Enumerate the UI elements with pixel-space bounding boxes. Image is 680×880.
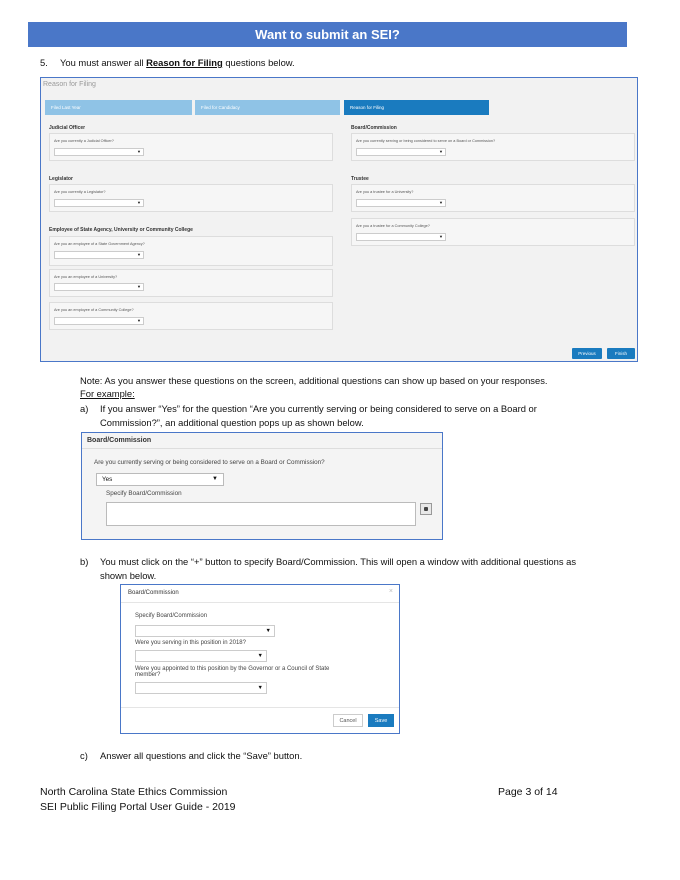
tab-filed-last-year[interactable]: Filed Last Year [45,100,192,115]
appointed-question-line2: member? [135,672,161,678]
reason-for-filing-emphasis: Reason for Filing [146,57,223,68]
board-answer-select[interactable] [96,473,224,486]
step-5-number: 5. [40,57,48,68]
previous-button[interactable]: Previous [572,348,602,359]
chevron-down-icon: ▼ [137,200,141,205]
chevron-down-icon: ▼ [439,234,443,239]
tab-filed-for-candidacy[interactable]: Filed for Candidacy [195,100,340,115]
serving-question: Were you serving in this position in 2018? [135,640,246,646]
trustee-university-box [351,184,635,212]
chevron-down-icon: ▼ [212,476,218,482]
trustee-university-select[interactable] [356,199,446,207]
for-example-label: For example: [80,388,135,399]
chevron-down-icon: ▼ [257,653,263,659]
board-commission-yes-screenshot [81,432,443,540]
board-select[interactable] [356,148,446,156]
specify-board-field[interactable] [106,502,416,526]
step-5-text [60,57,295,69]
legislator-question-box [49,184,333,212]
item-a-label: a) [80,403,89,414]
judicial-select[interactable] [54,148,144,156]
specify-label: Specify Board/Commission [106,490,182,497]
footer-org: North Carolina State Ethics Commission [40,786,228,798]
divider [121,707,399,708]
note-text: Note: As you answer these questions on the screen, additional questions can show up based on your responses. [80,375,548,386]
chevron-down-icon: ▼ [137,318,141,323]
board-answer-value: Yes [102,476,113,483]
appointed-select[interactable] [135,682,267,694]
employee-college-question: Are you an employee of a Community College? [54,308,134,312]
item-c-label: c) [80,750,88,761]
step-5-suffix: questions below. [222,57,295,68]
panel-title: Board/Commission [87,437,152,444]
employee-college-box [49,302,333,330]
trustee-university-question: Are you a trustee for a University? [356,190,414,194]
chevron-down-icon: ▼ [439,149,443,154]
chevron-down-icon: ▼ [265,628,271,634]
board-commission-dialog-screenshot [120,584,400,734]
divider [82,448,442,449]
section-banner: Want to submit an SEI? [28,22,627,47]
board-question: Are you currently serving or being considered to serve on a Board or Commission? [356,139,496,143]
chevron-down-icon: ▼ [137,149,141,154]
board-commission-heading: Board/Commission [351,125,397,131]
serving-select[interactable] [135,650,267,662]
specify-select[interactable] [135,625,275,637]
trustee-college-select[interactable] [356,233,446,241]
divider [121,602,399,603]
trustee-college-question: Are you a trustee for a Community College? [356,224,430,228]
plus-icon [424,507,428,511]
specify-question: Specify Board/Commission [135,613,208,619]
reason-for-filing-screenshot [40,77,638,362]
chevron-down-icon: ▼ [257,685,263,691]
employee-agency-box [49,236,333,266]
judicial-officer-heading: Judicial Officer [49,125,86,131]
footer-guide: SEI Public Filing Portal User Guide - 2019 [40,801,236,813]
item-a-line2: Commission?”, an additional question pops up as shown below. [100,417,364,428]
close-icon[interactable]: × [388,588,393,595]
item-b-label: b) [80,556,89,567]
chevron-down-icon: ▼ [137,252,141,257]
item-b-line2: shown below. [100,570,157,581]
legislator-heading: Legislator [49,176,73,182]
employee-heading: Employee of State Agency, University or Community College [49,227,193,233]
chevron-down-icon: ▼ [137,284,141,289]
item-c-text: Answer all questions and click the “Save” button. [100,750,303,761]
judicial-question: Are you currently a Judicial Officer? [54,139,114,143]
finish-button[interactable]: Finish [607,348,635,359]
employee-agency-select[interactable] [54,251,144,259]
board-question-box [351,133,635,161]
judicial-question-box [49,133,333,161]
employee-agency-question: Are you an employee of a State Government Agency? [54,242,145,246]
legislator-select[interactable] [54,199,144,207]
dialog-title: Board/Commission [128,590,179,596]
footer-page-number: Page 3 of 14 [498,786,558,798]
item-b-line1: You must click on the “+” button to specify Board/Commission. This will open a window with additional questions as [100,556,577,567]
cancel-button[interactable]: Cancel [333,714,363,727]
step-5-prefix: You must answer all [60,57,147,68]
trustee-college-box [351,218,635,246]
employee-university-box [49,269,333,297]
tab-reason-for-filing[interactable]: Reason for Filing [344,100,489,115]
save-button[interactable]: Save [368,714,394,727]
legislator-question: Are you currently a Legislator? [54,190,106,194]
trustee-heading: Trustee [351,176,369,182]
item-a-line1: If you answer “Yes” for the question “Are you currently serving or being considered to serve on a Board or [100,403,537,414]
chevron-down-icon: ▼ [439,200,443,205]
employee-college-select[interactable] [54,317,144,325]
panel-title: Reason for Filing [43,81,96,88]
board-question: Are you currently serving or being considered to serve on a Board or Commission? [94,459,325,466]
employee-university-select[interactable] [54,283,144,291]
add-board-button[interactable] [420,503,432,515]
appointed-question-line1: Were you appointed to this position by the Governor or a Council of State [135,666,330,672]
employee-university-question: Are you an employee of a University? [54,275,118,279]
